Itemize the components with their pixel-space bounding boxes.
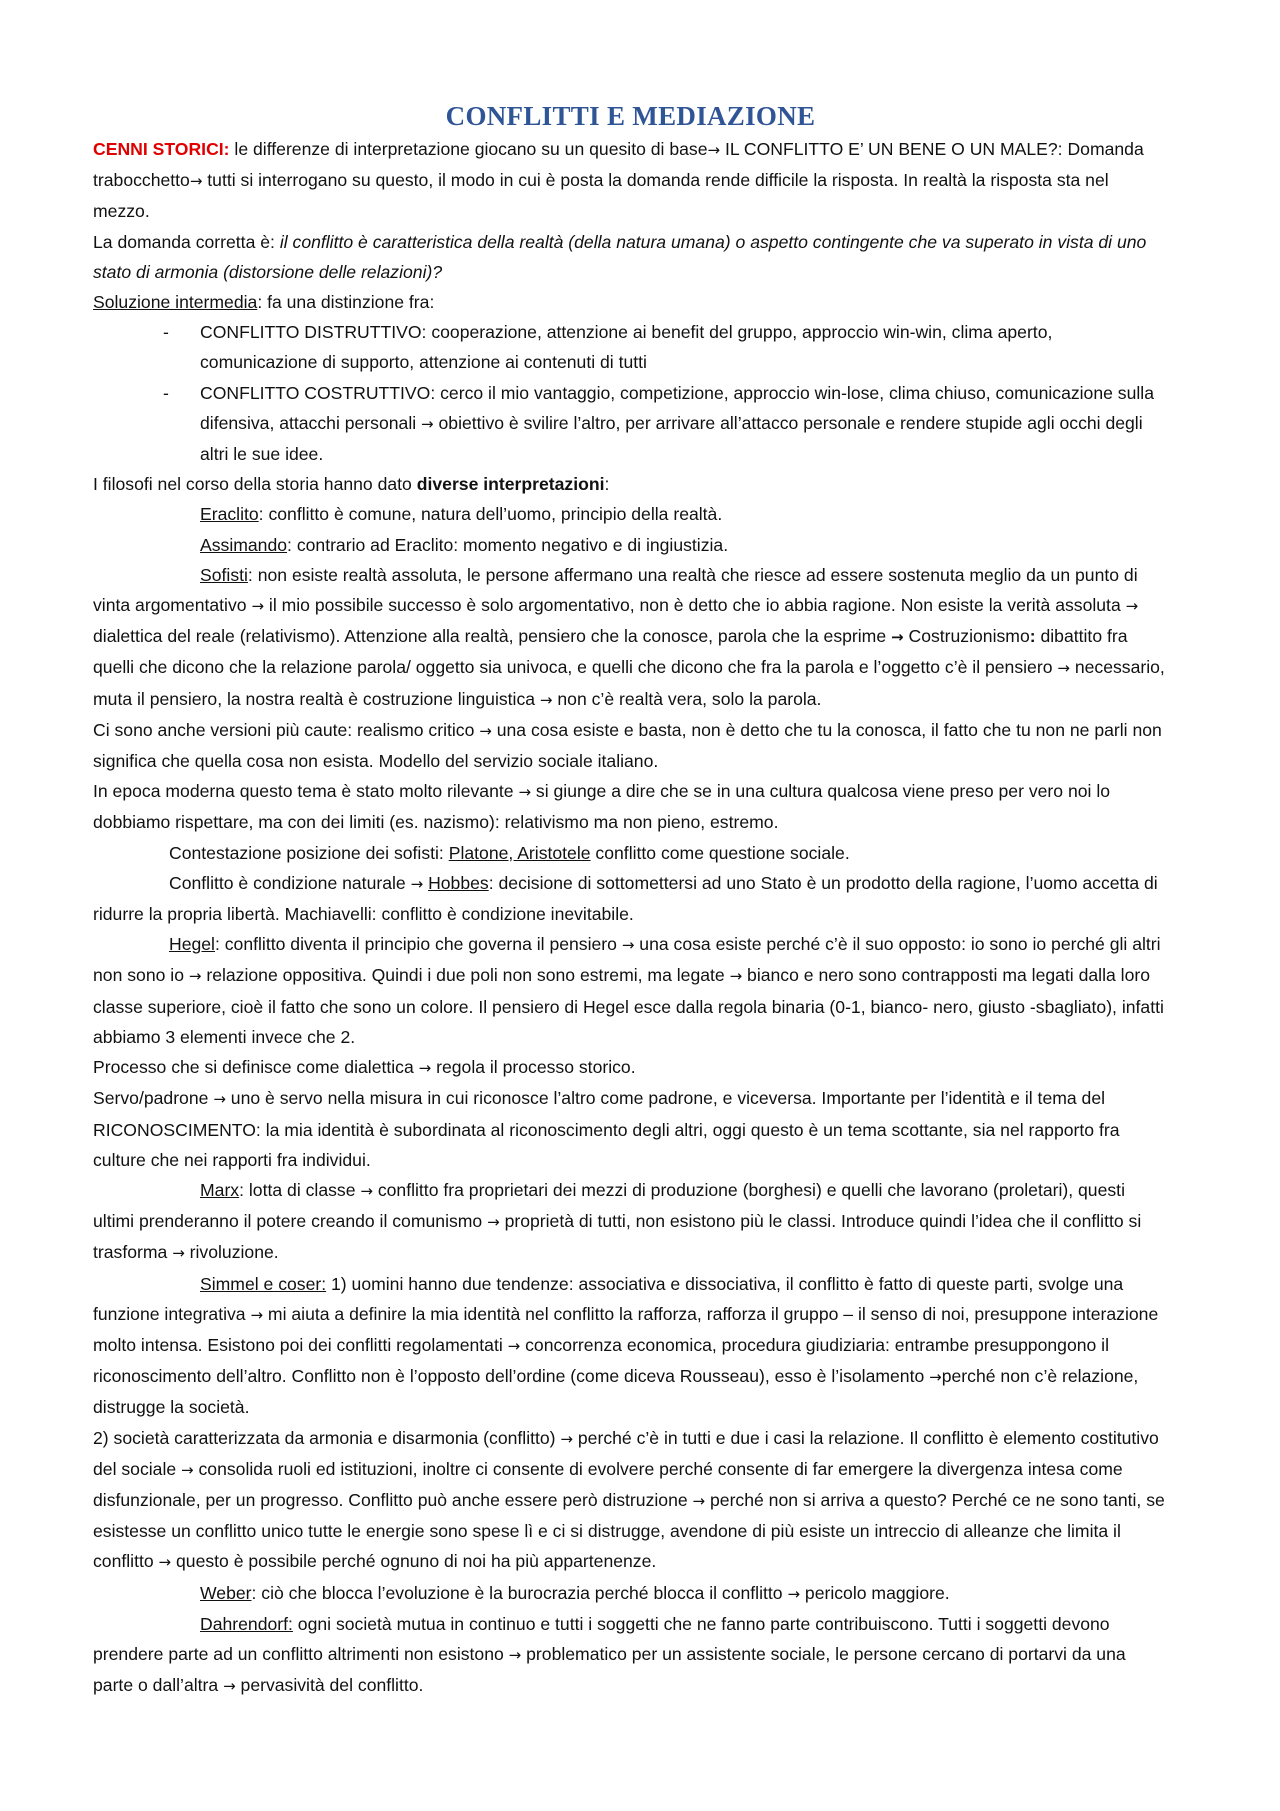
arrow-icon: → <box>181 1460 194 1479</box>
hobbes-paragraph: Conflitto è condizione naturale → Hobbes: decisione di sottomettersi ad uno Stato è un prodotto della ragione, l’uomo accetta di ridurre la propria libertà. Machiavelli: conflitto è condizione inevitabile. <box>93 872 1158 925</box>
dash-bullet: - <box>163 382 169 403</box>
arrow-icon: → <box>1057 659 1070 678</box>
list-item: - CONFLITTO COSTRUTTIVO: cerco il mio vantaggio, competizione, approccio win-lose, clima chiuso, comunicazione sulla difensiva, attacchi personali → obiettivo è svilire l’altro, per arrivare all’attacco personale e rendere stupide agli occhi degli altri le sue idee. <box>93 378 1168 470</box>
solution-paragraph: Soluzione intermedia: fa una distinzione fra: <box>93 292 435 313</box>
modern-paragraph: In epoca moderna questo tema è stato molto rilevante → si giunge a dire che se in una cultura qualcosa viene preso per vero noi lo dobbiamo rispettare, ma con dei limiti (es. nazismo): relativismo ma non pieno, estremo. <box>93 781 1111 833</box>
arrow-icon: → <box>560 1429 573 1448</box>
arrow-icon: → <box>479 721 492 740</box>
arrow-icon: → <box>172 1244 185 1263</box>
sofisti-paragraph: Sofisti: non esiste realtà assoluta, le persone affermano una realtà che riesce ad essere sostenuta meglio da un punto di vinta argomentativo → il mio possibile successo è solo argomentativo, non è detto che io abbia ragione. Non esiste la verità assoluta → dialettica del reale (relativismo). Attenzione alla realtà, pensiero che la conosce, parola che la esprime → Costruzionismo: dibattito fra quelli che dicono che la relazione parola/ oggetto sia univoca, e quelli che dicono che fra la parola e l’oggetto c’è il pensiero → necessario, muta il pensiero, la nostra realtà è costruzione linguistica → non c’è realtà vera, solo la parola. <box>93 564 1165 709</box>
arrow-icon: → <box>421 414 434 433</box>
arrow-icon: → <box>729 967 743 986</box>
arrow-icon: → <box>518 783 532 802</box>
arrow-icon: → <box>891 628 904 647</box>
arrow-icon: → <box>223 1677 236 1696</box>
arrow-icon: → <box>487 1213 500 1232</box>
marx-paragraph: Marx: lotta di classe → conflitto fra proprietari dei mezzi di produzione (borghesi) e quelli che lavorano (proletari), questi ultimi prenderanno il potere creando il comunismo → proprietà di tutti, non esistono più le classi. Introduce quindi l’idea che il conflitto si trasforma → rivoluzione. <box>93 1179 1142 1263</box>
arrow-icon: → <box>539 690 553 709</box>
servo-paragraph: Servo/padrone → uno è servo nella misura in cui riconosce l’altro come padrone, e viceversa. Importante per l’identità e il tema del RICONOSCIMENTO: la mia identità è subordinata al riconoscimento degli altri, oggi questo è un tema scottante, sia nel rapporto fra culture che nei rapporti fra individui. <box>93 1088 1120 1170</box>
contest-paragraph: Contestazione posizione dei sofisti: Platone, Aristotele conflitto come questione sociale. <box>169 842 850 863</box>
dahrendorf-paragraph: Dahrendorf: ogni società mutua in continuo e tutti i soggetti che ne fanno parte contribuiscono. Tutti i soggetti devono prendere parte ad un conflitto altrimenti non esistono → problematico per un assistente sociale, le persone cercano di portarvi da una parte o dall’altra → pervasività del conflitto. <box>93 1613 1126 1696</box>
arrow-icon: → <box>250 1305 264 1324</box>
arrow-icon: → <box>692 1491 706 1510</box>
arrow-icon: → <box>707 141 721 159</box>
arrow-icon: → <box>360 1181 373 1200</box>
philosophers-paragraph: I filosofi nel corso della storia hanno dato diverse interpretazioni: <box>93 474 610 495</box>
eraclito-paragraph: Eraclito: conflitto è comune, natura dell’uomo, principio della realtà. <box>200 504 723 525</box>
arrow-icon: → <box>418 1059 432 1078</box>
weber-paragraph: Weber: ciò che blocca l’evoluzione è la burocrazia perché blocca il conflitto → pericolo maggiore. <box>200 1582 950 1603</box>
question-paragraph: La domanda corretta è: il conflitto è caratteristica della realtà (della natura umana) o aspetto contingente che va superato in vista di uno stato di armonia (distorsione delle relazioni)? <box>93 231 1147 282</box>
cautious-paragraph: Ci sono anche versioni più caute: realismo critico → una cosa esiste e basta, non è detto che tu la conosca, il fatto che tu non ne parli non significa che quella cosa non esista. Modello del servizio sociale italiano. <box>93 719 1162 772</box>
process-paragraph: Processo che si definisce come dialettica → regola il processo storico. <box>93 1057 636 1078</box>
arrow-icon: → <box>621 936 635 955</box>
arrow-icon: → <box>213 1090 226 1109</box>
section-label: CENNI STORICI: <box>93 139 230 159</box>
arrow-icon: → <box>158 1553 172 1572</box>
conflict-types-list <box>93 317 1168 469</box>
intro-paragraph: CENNI STORICI: le differenze di interpretazione giocano su un quesito di base→ IL CONFLITTO E’ UN BENE O UN MALE?: Domanda trabocchetto→ tutti si interrogano su questo, il modo in cui è posta la domanda rende difficile la risposta. In realtà la risposta sta nel mezzo. <box>93 139 1144 222</box>
arrow-icon: → <box>507 1336 521 1355</box>
society-paragraph: 2) società caratterizzata da armonia e disarmonia (conflitto) → perché c’è in tutti e due i casi la relazione. Il conflitto è elemento costitutivo del sociale → consolida ruoli ed istituzioni, inoltre ci consente di evolvere perché consente di far emergere la divergenza intesa come disfunzionale, per un progresso. Conflitto può anche essere però distruzione → perché non si arriva a questo? Perché ce ne sono tanti, se esistesse un conflitto unico tutte le energie sono spese lì e ci si distrugge, avendone di più esiste un intreccio di alleanze che limita il conflitto → questo è possibile perché ognuno di noi ha più appartenenze. <box>93 1427 1165 1572</box>
arrow-icon: → <box>188 967 202 986</box>
document-title: CONFLITTI E MEDIAZIONE <box>445 101 816 131</box>
arrow-icon: → <box>189 172 203 191</box>
assimando-paragraph: Assimando: contrario ad Eraclito: momento negativo e di ingiustizia. <box>200 534 729 555</box>
arrow-icon: → <box>787 1584 801 1603</box>
arrow-icon: → <box>410 874 424 893</box>
arrow-icon: → <box>929 1368 942 1387</box>
arrow-icon: → <box>251 597 265 616</box>
arrow-icon: → <box>1125 597 1139 616</box>
list-item: - CONFLITTO DISTRUTTIVO: cooperazione, attenzione ai benefit del gruppo, approccio win-win, clima aperto, comunicazione di supporto, attenzione ai contenuti di tutti <box>93 317 1168 377</box>
simmel-paragraph: Simmel e coser: 1) uomini hanno due tendenze: associativa e dissociativa, il conflitto è fatto di queste parti, svolge una funzione integrativa → mi aiuta a definire la mia identità nel conflitto la rafforza, rafforza il gruppo – il senso di noi, presuppone interazione molto intensa. Esistono poi dei conflitti regolamentati → concorrenza economica, procedura giudiziaria: entrambe presuppongono il riconoscimento dell’altro. Conflitto non è l’opposto dell’ordine (come diceva Rousseau), esso è l’isolamento →perché non c’è relazione, distrugge la società. <box>93 1273 1159 1418</box>
dash-bullet: - <box>163 322 169 343</box>
hegel-paragraph: Hegel: conflitto diventa il principio che governa il pensiero → una cosa esiste perché c’è il suo opposto: io sono io perché gli altri non sono io → relazione oppositiva. Quindi i due poli non sono estremi, ma legate → bianco e nero sono contrapposti ma legati dalla loro classe superiore, cioè il fatto che sono un colore. Il pensiero di Hegel esce dalla regola binaria (0-1, bianco- nero, giusto -sbagliato), infatti abbiamo 3 elementi invece che 2. <box>93 934 1164 1047</box>
arrow-icon: → <box>508 1645 522 1664</box>
